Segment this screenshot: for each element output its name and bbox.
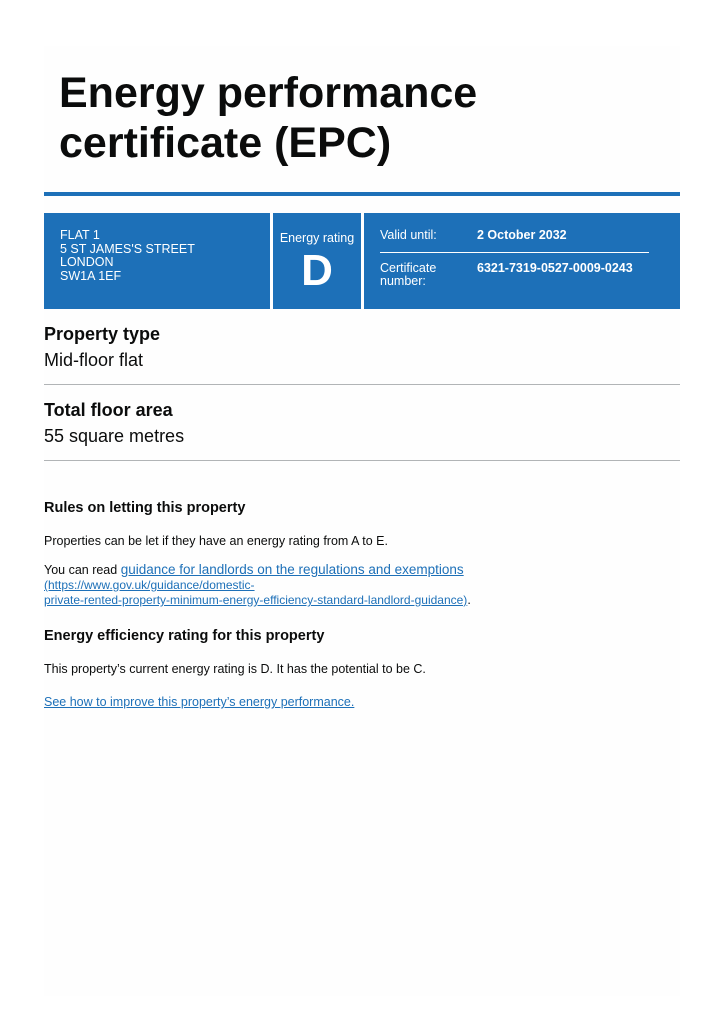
address-line-3: LONDON	[60, 255, 114, 269]
energy-rating-label: Energy rating	[279, 231, 355, 245]
improve-performance-link[interactable]: See how to improve this property’s energy performance.	[44, 695, 355, 709]
page-background	[44, 46, 680, 996]
certificate-number-label	[380, 262, 477, 289]
section-divider	[44, 384, 680, 385]
energy-rating-block	[273, 213, 361, 309]
certificate-details	[364, 213, 680, 309]
property-type-value: Mid-floor flat	[44, 350, 144, 370]
letting-paragraph-2-suffix: .	[467, 593, 471, 607]
letting-paragraph-2-prefix: You can read	[44, 563, 121, 577]
certificate-number-label-line-2: number:	[380, 274, 426, 288]
address-line-1: FLAT 1	[60, 228, 100, 242]
valid-until-label: Valid until:	[380, 228, 437, 242]
floor-area-label: Total floor area	[44, 400, 173, 420]
certificate-number-value: 6321-7319-0527-0009-0243	[477, 260, 633, 275]
property-type-label: Property type	[44, 324, 161, 344]
epc-summary-panel	[44, 213, 680, 309]
energy-rating-letter: D	[301, 246, 333, 295]
landlord-guidance-url-part-2[interactable]: private-rented-property-minimum-energy-efficiency-standard-landlord-guidance)	[44, 593, 468, 607]
certificate-number-row	[380, 262, 649, 289]
letting-heading: Rules on letting this property	[44, 500, 246, 516]
address-block	[44, 213, 270, 309]
valid-until-value: 2 October 2032	[477, 228, 567, 242]
letting-paragraph-1: Properties can be let if they have an energy rating from A to E.	[44, 534, 388, 548]
title-divider	[44, 192, 680, 196]
certificate-number-label-line-1: Certificate	[380, 260, 437, 275]
address-postcode: SW1A 1EF	[60, 268, 122, 283]
page-title: Energy performance certificate (EPC)	[59, 69, 478, 167]
efficiency-heading: Energy efficiency rating for this property	[44, 628, 325, 644]
letting-paragraph-2	[44, 562, 664, 608]
landlord-guidance-url-part-1[interactable]: (https://www.gov.uk/guidance/domestic-	[44, 578, 255, 592]
section-divider	[44, 460, 680, 461]
valid-until-row	[380, 229, 649, 243]
efficiency-paragraph: This property’s current energy rating is D. It has the potential to be C.	[44, 662, 426, 676]
floor-area-value: 55 square metres	[44, 426, 185, 446]
address-line-2: 5 ST JAMES'S STREET	[60, 241, 195, 256]
details-divider	[380, 252, 649, 253]
landlord-guidance-link[interactable]: guidance for landlords on the regulations and exemptions	[120, 562, 464, 577]
